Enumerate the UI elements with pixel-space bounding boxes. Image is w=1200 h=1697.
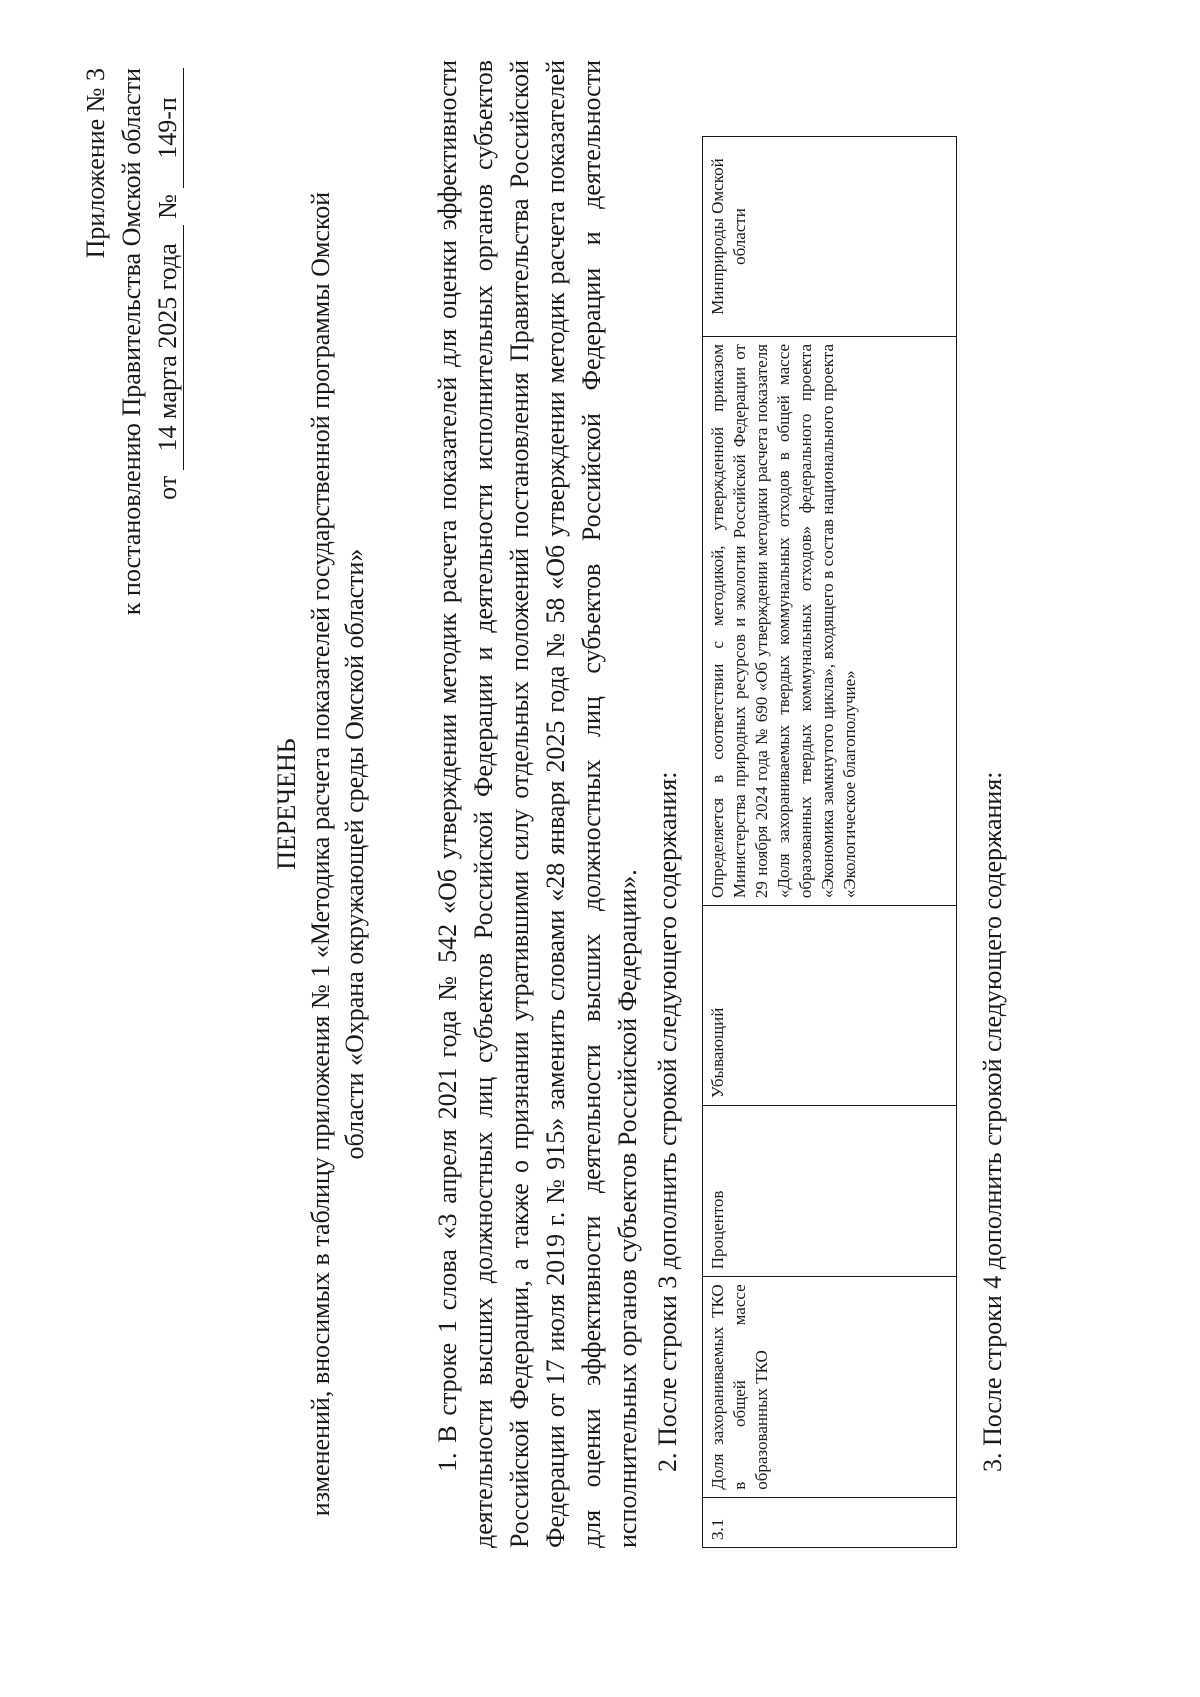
amendment-item-1: 1. В строке 1 слова «3 апреля 2021 года № 542 «Об утверждении методик расчета показателей для оценки эффективности деятельности высших должностных лиц субъектов Российской Федерации и деятельности исполнительных органов субъектов Российской Федерации, а также о признании утратившими силу отдельных положений постановления Правительства Российской Федерации от 17 июля 2019 г. № 915» заменить словами «28 января 2025 года № 58 «Об утверждении методик расчета показателей для оценки эффективности деятельности высших должностных лиц субъектов Российской Федерации и деятельности исполнительных органов субъектов Российской Федерации». [433,60,642,1548]
date-prefix: от [153,475,182,500]
document-title: ПЕРЕЧЕНЬ [272,738,301,870]
resolution-number: 149-п [153,68,184,188]
attachment-resolution-ref: к постановлению Правительства Омской области [117,68,146,616]
number-prefix: № [153,194,182,219]
attachment-label: Приложение № 3 [81,68,110,259]
attachment-date-number-line [150,68,186,768]
method-cell: Определяется в соответствии с методикой, утвержденной приказом Министерства природных ресурсов и экологии Российской Федерации от 29 ноября 2024 года № 690 «Об утверждении методики расчета показателя «Доля захораниваемых твердых коммунальных отходов в общей массе образованных твердых коммунальных отходов» федерального проекта «Экономика замкнутого цикла», входящего в состав национального проекта «Экологическое благополучие» [703,337,957,906]
amendment-item-2: 2. После строки 3 дополнить строкой следующего содержания: [653,771,682,1472]
rotated-document-content [30,60,1030,1548]
document-heading [270,60,372,1548]
attachment-header [78,68,186,768]
document-subtitle: изменений, вносимых в таблицу приложения № 1 «Методика расчета показателей государственной программы Омской области «Охрана окружающей среды Омской области» [306,191,369,1517]
responsible-cell: Минприроды Омской области [703,137,957,337]
indicator-name-cell: Доля захораниваемых ТКО в общей массе образованных ТКО [703,1277,957,1497]
table-row [703,137,957,1548]
amendment-table [702,136,957,1548]
resolution-date: 14 марта 2025 года [153,225,184,470]
trend-cell: Убывающий [703,906,957,1106]
amendment-item-3: 3. После строки 4 дополнить строкой следующего содержания: [978,771,1007,1472]
unit-cell: Процентов [703,1106,957,1277]
row-number-cell: 3.1 [703,1497,957,1547]
